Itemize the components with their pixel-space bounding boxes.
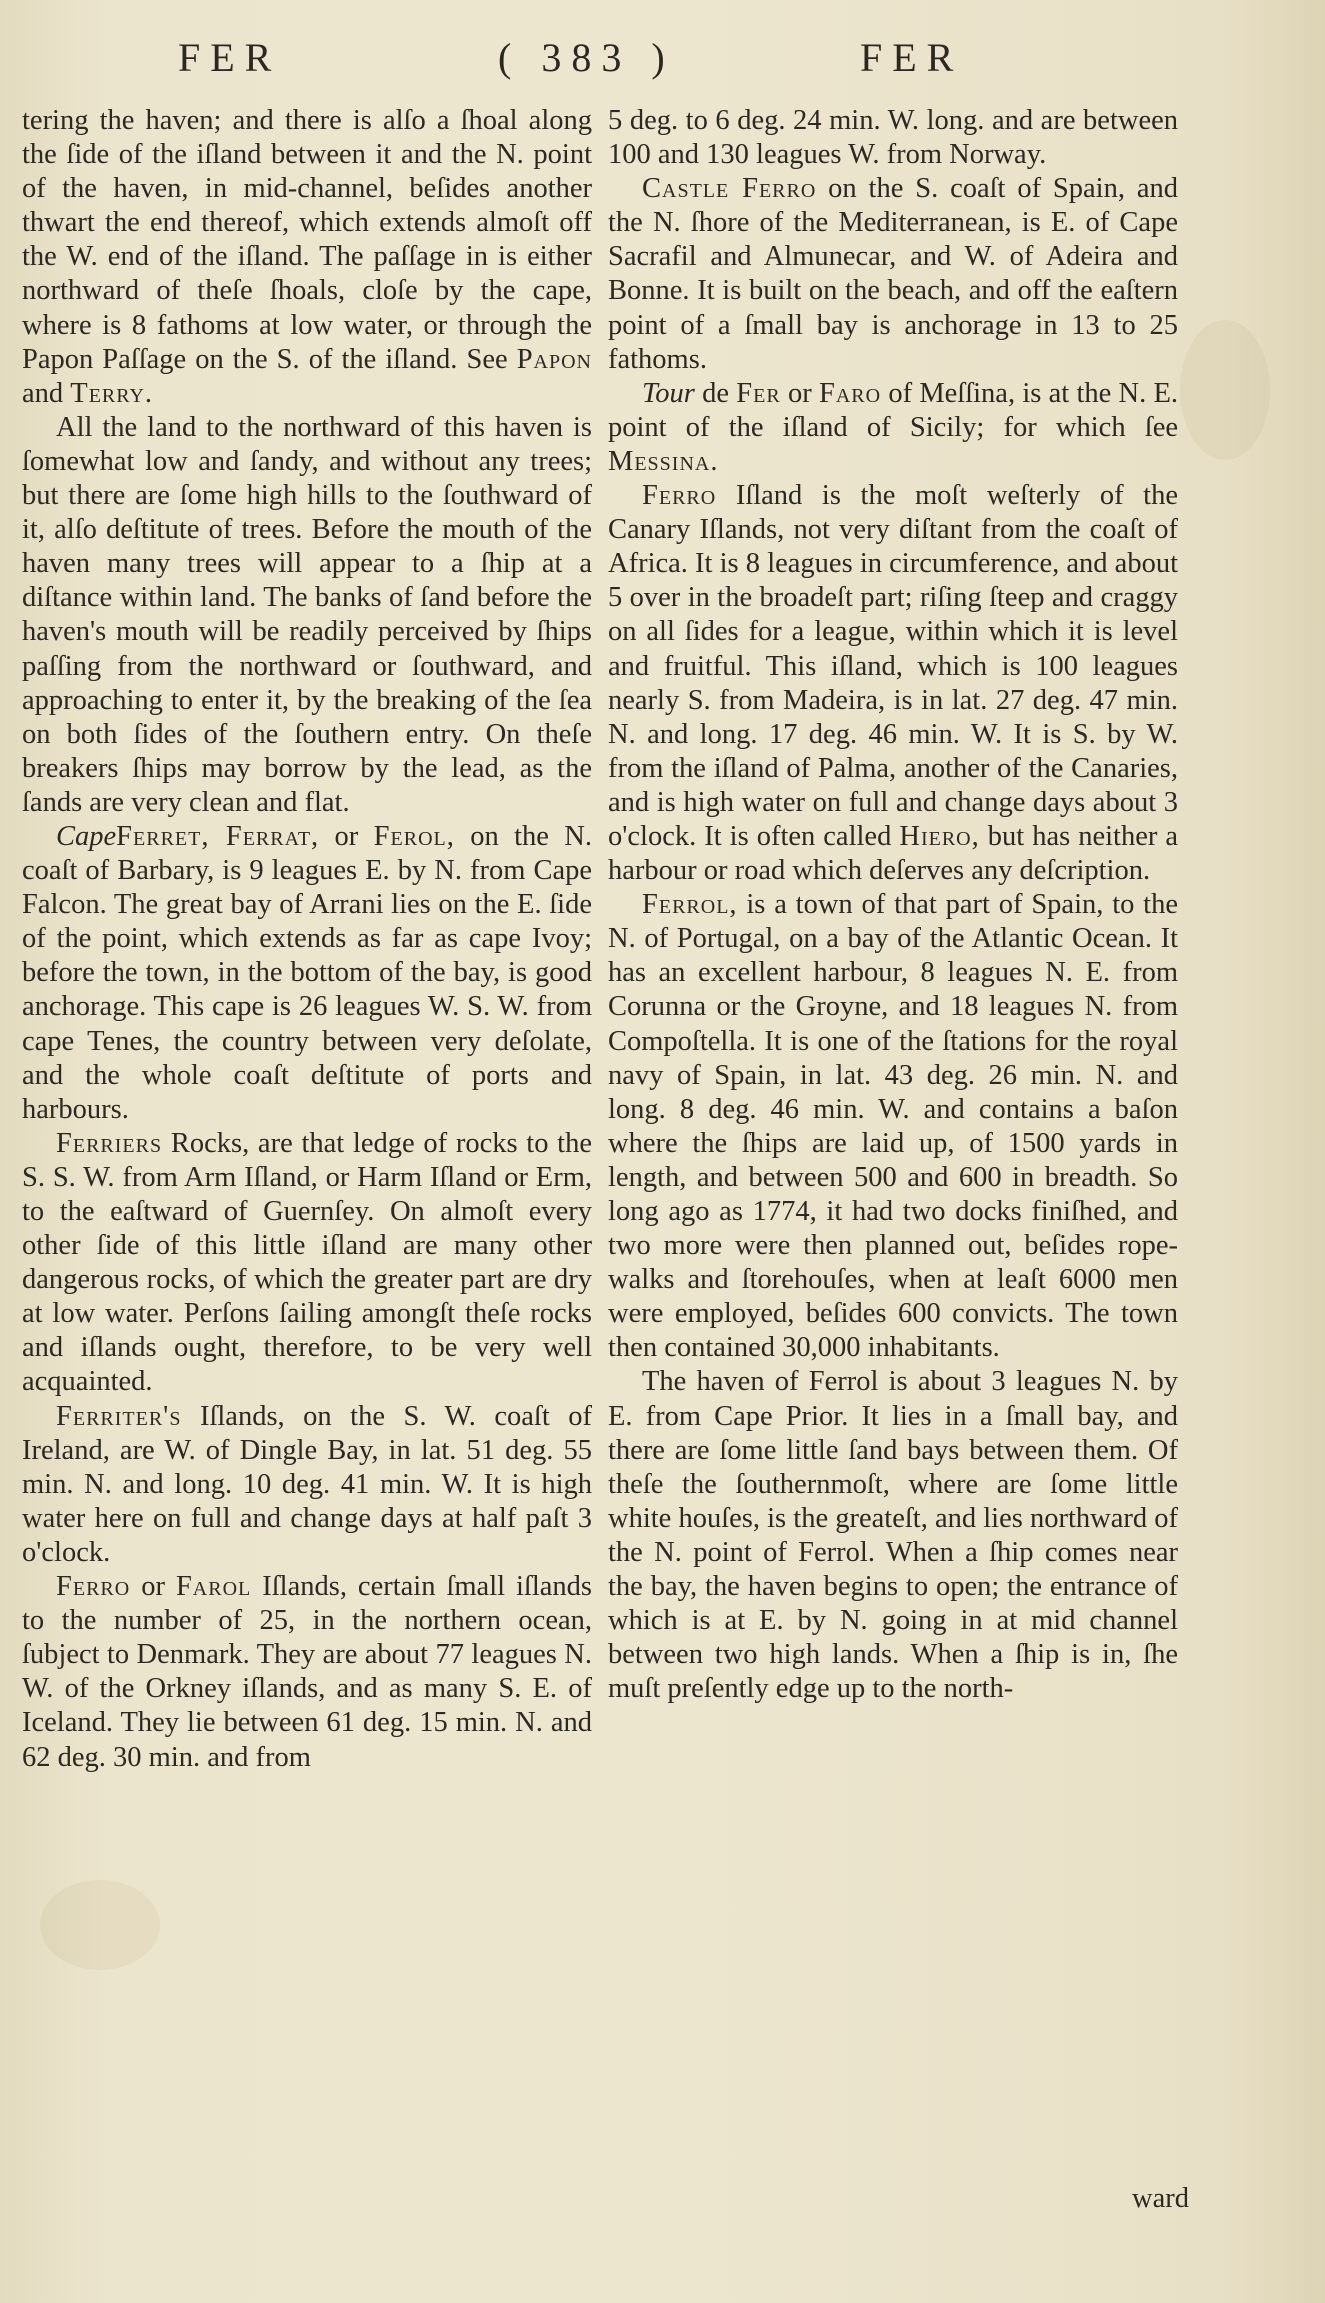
paragraph-text: The haven of Ferrol is about 3 leagues N. by E. from Cape Prior. It lies in a ſmall bay, and there are ſome little ſand bays between them. Of theſe the ſouthernmoſt, where are ſome little white houſes, is the greateſt, and lies northward of the N. point of Ferrol. When a ſhip comes near the bay, the haven begins to open; the entrance of which is at E. by N. going in at mid channel between two high lands. When a ſhip is in, ſhe muſt preſently edge up to the north-: [608, 1366, 1178, 1705]
catchword: ward: [1132, 2183, 1189, 2214]
paragraph-text: or: [334, 820, 359, 852]
entry-headword: Ferol,: [373, 820, 455, 852]
paragraph-text: on the N. coaſt of Barbary, is 9 leagues E. by N. from Cape Falcon. The great bay of Arrani lies on the E. ſide of the point, which extends as far as cape Ivoy; before the town, in the bottom of the bay, is good anchorage. This cape is 26 leagues W. S. W. from cape Tenes, the country between very deſolate, and the whole coaſt deſtitute of ports and harbours.: [22, 820, 593, 1125]
entry-paragraph: [608, 104, 1178, 172]
entry-headword: Ferro: [56, 1571, 131, 1603]
running-head-right: FER: [860, 35, 964, 80]
paragraph-text: of Meſſina, is at the N. E. point of the iſland of Sicily; for which ſee: [608, 377, 1179, 443]
paragraph-text: or: [787, 377, 812, 409]
entry-paragraph: [22, 104, 592, 411]
paragraph-text: or: [141, 1571, 165, 1603]
entry-paragraph: [608, 1365, 1178, 1706]
entry-paragraph: [22, 1127, 592, 1400]
entry-headword-prefix: Tour: [642, 377, 695, 409]
entry-headword: Ferriers: [56, 1127, 163, 1159]
entry-headword: Farol: [175, 1571, 252, 1603]
paragraph-text: on the S. coaſt of Spain, and the N. ſhore of the Mediterranean, is E. of Cape Sacrafil and Almunecar, and W. of Adeira and Bonne. It is built on the beach, and off the eaſtern point of a ſmall bay is anchorage in 13 to 25 fathoms.: [608, 173, 1178, 375]
cross-reference: Papon: [516, 343, 592, 375]
paragraph-text: and: [22, 377, 64, 409]
entry-paragraph: [608, 479, 1178, 888]
cross-reference: Messina.: [608, 445, 719, 477]
paragraph-text: tering the haven; and there is alſo a ſhoal along the ſide of the iſland between it and the N. point of the haven, in mid-channel, beſides another thwart the end thereof, which extends almoſt off the W. end of the iſland. The paſſage in is either northward of theſe ſhoals, cloſe by the cape, where is 8 fathoms at low water, or through the Papon Paſſage on the S. of the iſland. See: [22, 105, 592, 375]
paragraph-text: Iſlands, on the S. W. coaſt of Ireland, are W. of Dingle Bay, in lat. 51 deg. 55 min. N. and long. 10 deg. 41 min. W. It is high water here on full and change days at half paſt 3 o'clock.: [22, 1400, 593, 1568]
paragraph-text: Rocks, are that ledge of rocks to the S. S. W. from Arm Iſland, or Harm Iſland or Erm, to the eaſtward of Guernſey. On almoſt every other ſide of this little iſland are many other dangerous rocks, of which the greater part are dry at low water. Perſons ſailing amongſt theſe rocks and iſlands ought, therefore, to be very well acquainted.: [22, 1127, 593, 1398]
entry-headword: Faro: [818, 377, 882, 409]
entry-paragraph: [22, 820, 592, 1127]
entry-headword: Ferro: [642, 480, 717, 512]
entry-paragraph: [22, 1570, 592, 1775]
right-column: [608, 104, 1178, 1706]
paragraph-text: but has neither a harbour or road which deſerves any deſcription.: [608, 820, 1179, 887]
entry-paragraph: [608, 172, 1178, 377]
entry-headword: Ferret, Ferrat,: [116, 820, 320, 852]
paragraph-text: Iſland is the moſt weſterly of the Canary Iſlands, not very diſtant from the coaſt of Africa. It is 8 leagues in circumference, and about 5 over in the broadeſt part; riſing ſteep and craggy on all ſides for a league, within which it is level and fruitful. This iſland, which is 100 leagues nearly S. from Madeira, is in lat. 27 deg. 47 min. N. and long. 17 deg. 46 min. W. It is S. by W. from the iſland of Palma, another of the Canaries, and is high water on full and change days about 3 o'clock. It is often called: [608, 480, 1179, 852]
cross-reference: Hiero,: [899, 820, 980, 852]
entry-headword: Fer: [736, 377, 781, 409]
paragraph-text: All the land to the northward of this haven is ſomewhat low and ſandy, and without any trees; but there are ſome high hills to the ſouthward of it, alſo deſtitute of trees. Before the mouth of the haven many trees will appear to a ſhip at a diſtance within land. The banks of ſand before the haven's mouth will be readily perceived by ſhips paſſing from the northward or ſouthward, and approaching to enter it, by the breaking of the ſea on both ſides of the ſouthern entry. On theſe breakers ſhips may borrow by the lead, as the ſands are very clean and flat.: [22, 411, 592, 818]
page-number: ( 383 ): [498, 35, 675, 80]
left-column: [22, 104, 592, 1775]
paper-stain: [1180, 320, 1270, 460]
entry-headword: Castle Ferro: [642, 173, 817, 205]
entry-paragraph: [608, 888, 1178, 1365]
entry-paragraph: [22, 1400, 592, 1570]
entry-paragraph: [22, 411, 592, 820]
paragraph-text: de: [702, 377, 729, 409]
paragraph-text: Iſlands, certain ſmall iſlands to the number of 25, in the northern ocean, ſubject to Denmark. They are about 77 leagues N. W. of the Orkney iſlands, and as many S. E. of Iceland. They lie between 61 deg. 15 min. N. and 62 deg. 30 min. and from: [22, 1571, 593, 1773]
running-head-left: FER: [178, 35, 282, 80]
entry-headword-prefix: Cape: [56, 820, 117, 852]
paragraph-text: 5 deg. to 6 deg. 24 min. W. long. and are between 100 and 130 leagues W. from Norway.: [608, 105, 1178, 171]
entry-headword: Ferriter's: [56, 1400, 182, 1432]
paragraph-text: is a town of that part of Spain, to the N. of Portugal, on a bay of the Atlantic Ocean. It has an excellent harbour, 8 leagues N. E. from Corunna or the Groyne, and 18 leagues N. from Compoſtella. It is one of the ſtations for the royal navy of Spain, in lat. 43 deg. 26 min. N. and long. 8 deg. 46 min. W. and contains a baſon where the ſhips are laid up, of 1500 yards in length, and between 500 and 600 in breadth. So long ago as 1774, it had two docks finiſhed, and two more were then planned out, beſides rope-walks and ſtorehouſes, when at leaſt 6000 men were employed, beſides 600 convicts. The town then contained 30,000 inhabitants.: [608, 889, 1179, 1364]
paper-stain: [40, 1880, 160, 1970]
cross-reference: Terry.: [70, 377, 154, 409]
entry-paragraph: [608, 377, 1178, 479]
running-head: [0, 34, 1325, 94]
entry-headword: Ferrol,: [642, 889, 738, 921]
